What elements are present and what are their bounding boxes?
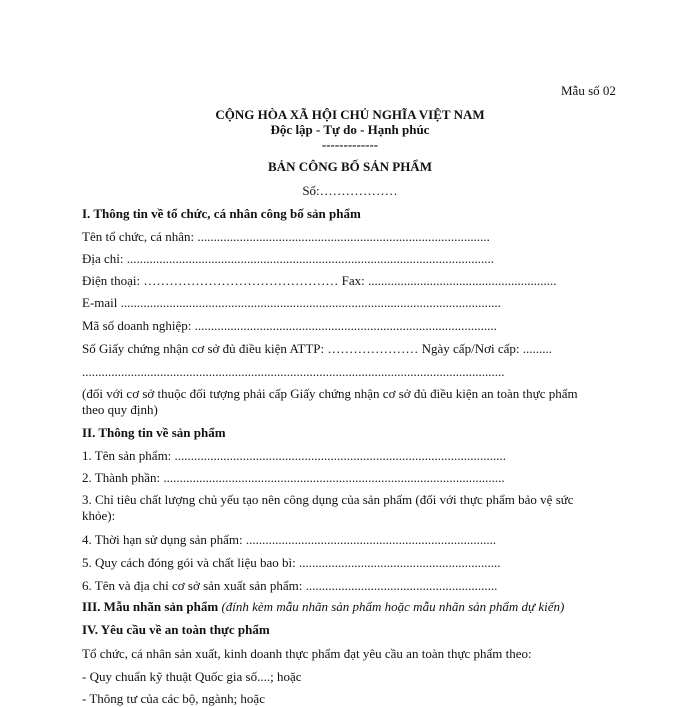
manufacturer-field: 6. Tên và địa chỉ cơ sở sản xuất sản phẩm: ........................................................... xyxy=(82,578,498,593)
document-number: Số:……………… xyxy=(302,183,398,198)
section-3-note: (đính kèm mẫu nhãn sản phẩm hoặc mẫu nhãn sản phẩm dự kiến) xyxy=(221,599,565,614)
packaging-field: 5. Quy cách đóng gói và chất liệu bao bì: .............................................................. xyxy=(82,555,501,570)
section-4-item2: - Thông tư của các bộ, ngành; hoặc xyxy=(82,691,265,706)
quality-criteria-line1: 3. Chỉ tiêu chất lượng chủ yếu tạo nên công dụng của sản phẩm (đối với thực phẩm bảo vệ sức xyxy=(82,492,574,507)
org-name-field: Tên tổ chức, cá nhân: .......................................................................................... xyxy=(82,229,490,244)
address-field: Địa chỉ: ................................................................................................................. xyxy=(82,251,495,266)
national-title: CỘNG HÒA XÃ HỘI CHỦ NGHĨA VIỆT NAM xyxy=(215,107,485,122)
section-3-line xyxy=(82,599,564,615)
section-1-heading: I. Thông tin về tổ chức, cá nhân công bố sản phẩm xyxy=(82,206,361,221)
dotted-continuation: .................................................................................................................................. xyxy=(82,364,505,379)
phone-fax-field: Điện thoại: ……………………………………… Fax: .......................................................... xyxy=(82,273,557,288)
shelf-life-field: 4. Thời hạn sử dụng sản phẩm: ............................................................................. xyxy=(82,532,497,547)
business-code-field: Mã số doanh nghiệp: ............................................................................................. xyxy=(82,318,497,333)
email-field: E-mail ..................................................................................................................... xyxy=(82,295,501,310)
quality-criteria-line2: khỏe): xyxy=(82,508,116,523)
national-motto: Độc lập - Tự do - Hạnh phúc xyxy=(270,122,430,137)
ingredients-field: 2. Thành phần: ......................................................................................................... xyxy=(82,470,505,485)
section-4-heading: IV. Yêu cầu về an toàn thực phẩm xyxy=(82,622,270,637)
motto-divider: ------------- xyxy=(321,137,379,152)
section-3-heading: III. Mẫu nhãn sản phẩm xyxy=(82,599,219,614)
product-name-field: 1. Tên sản phẩm: ...................................................................................................... xyxy=(82,448,507,463)
certificate-note-line2: theo quy định) xyxy=(82,402,158,417)
form-number: Mẫu số 02 xyxy=(561,83,616,98)
section-2-heading: II. Thông tin về sản phẩm xyxy=(82,425,226,440)
certificate-field: Số Giấy chứng nhận cơ sở đủ điều kiện ATTP: ………………… Ngày cấp/Nơi cấp: ......... xyxy=(82,341,552,356)
section-4-intro: Tổ chức, cá nhân sản xuất, kinh doanh thực phẩm đạt yêu cầu an toàn thực phẩm theo: xyxy=(82,646,532,661)
document-title: BẢN CÔNG BỐ SẢN PHẨM xyxy=(268,159,432,174)
section-4-item1: - Quy chuẩn kỹ thuật Quốc gia số....; hoặc xyxy=(82,669,302,684)
certificate-note-line1: (đối với cơ sở thuộc đối tượng phải cấp Giấy chứng nhận cơ sở đủ điều kiện an toàn thực phẩm xyxy=(82,386,578,401)
